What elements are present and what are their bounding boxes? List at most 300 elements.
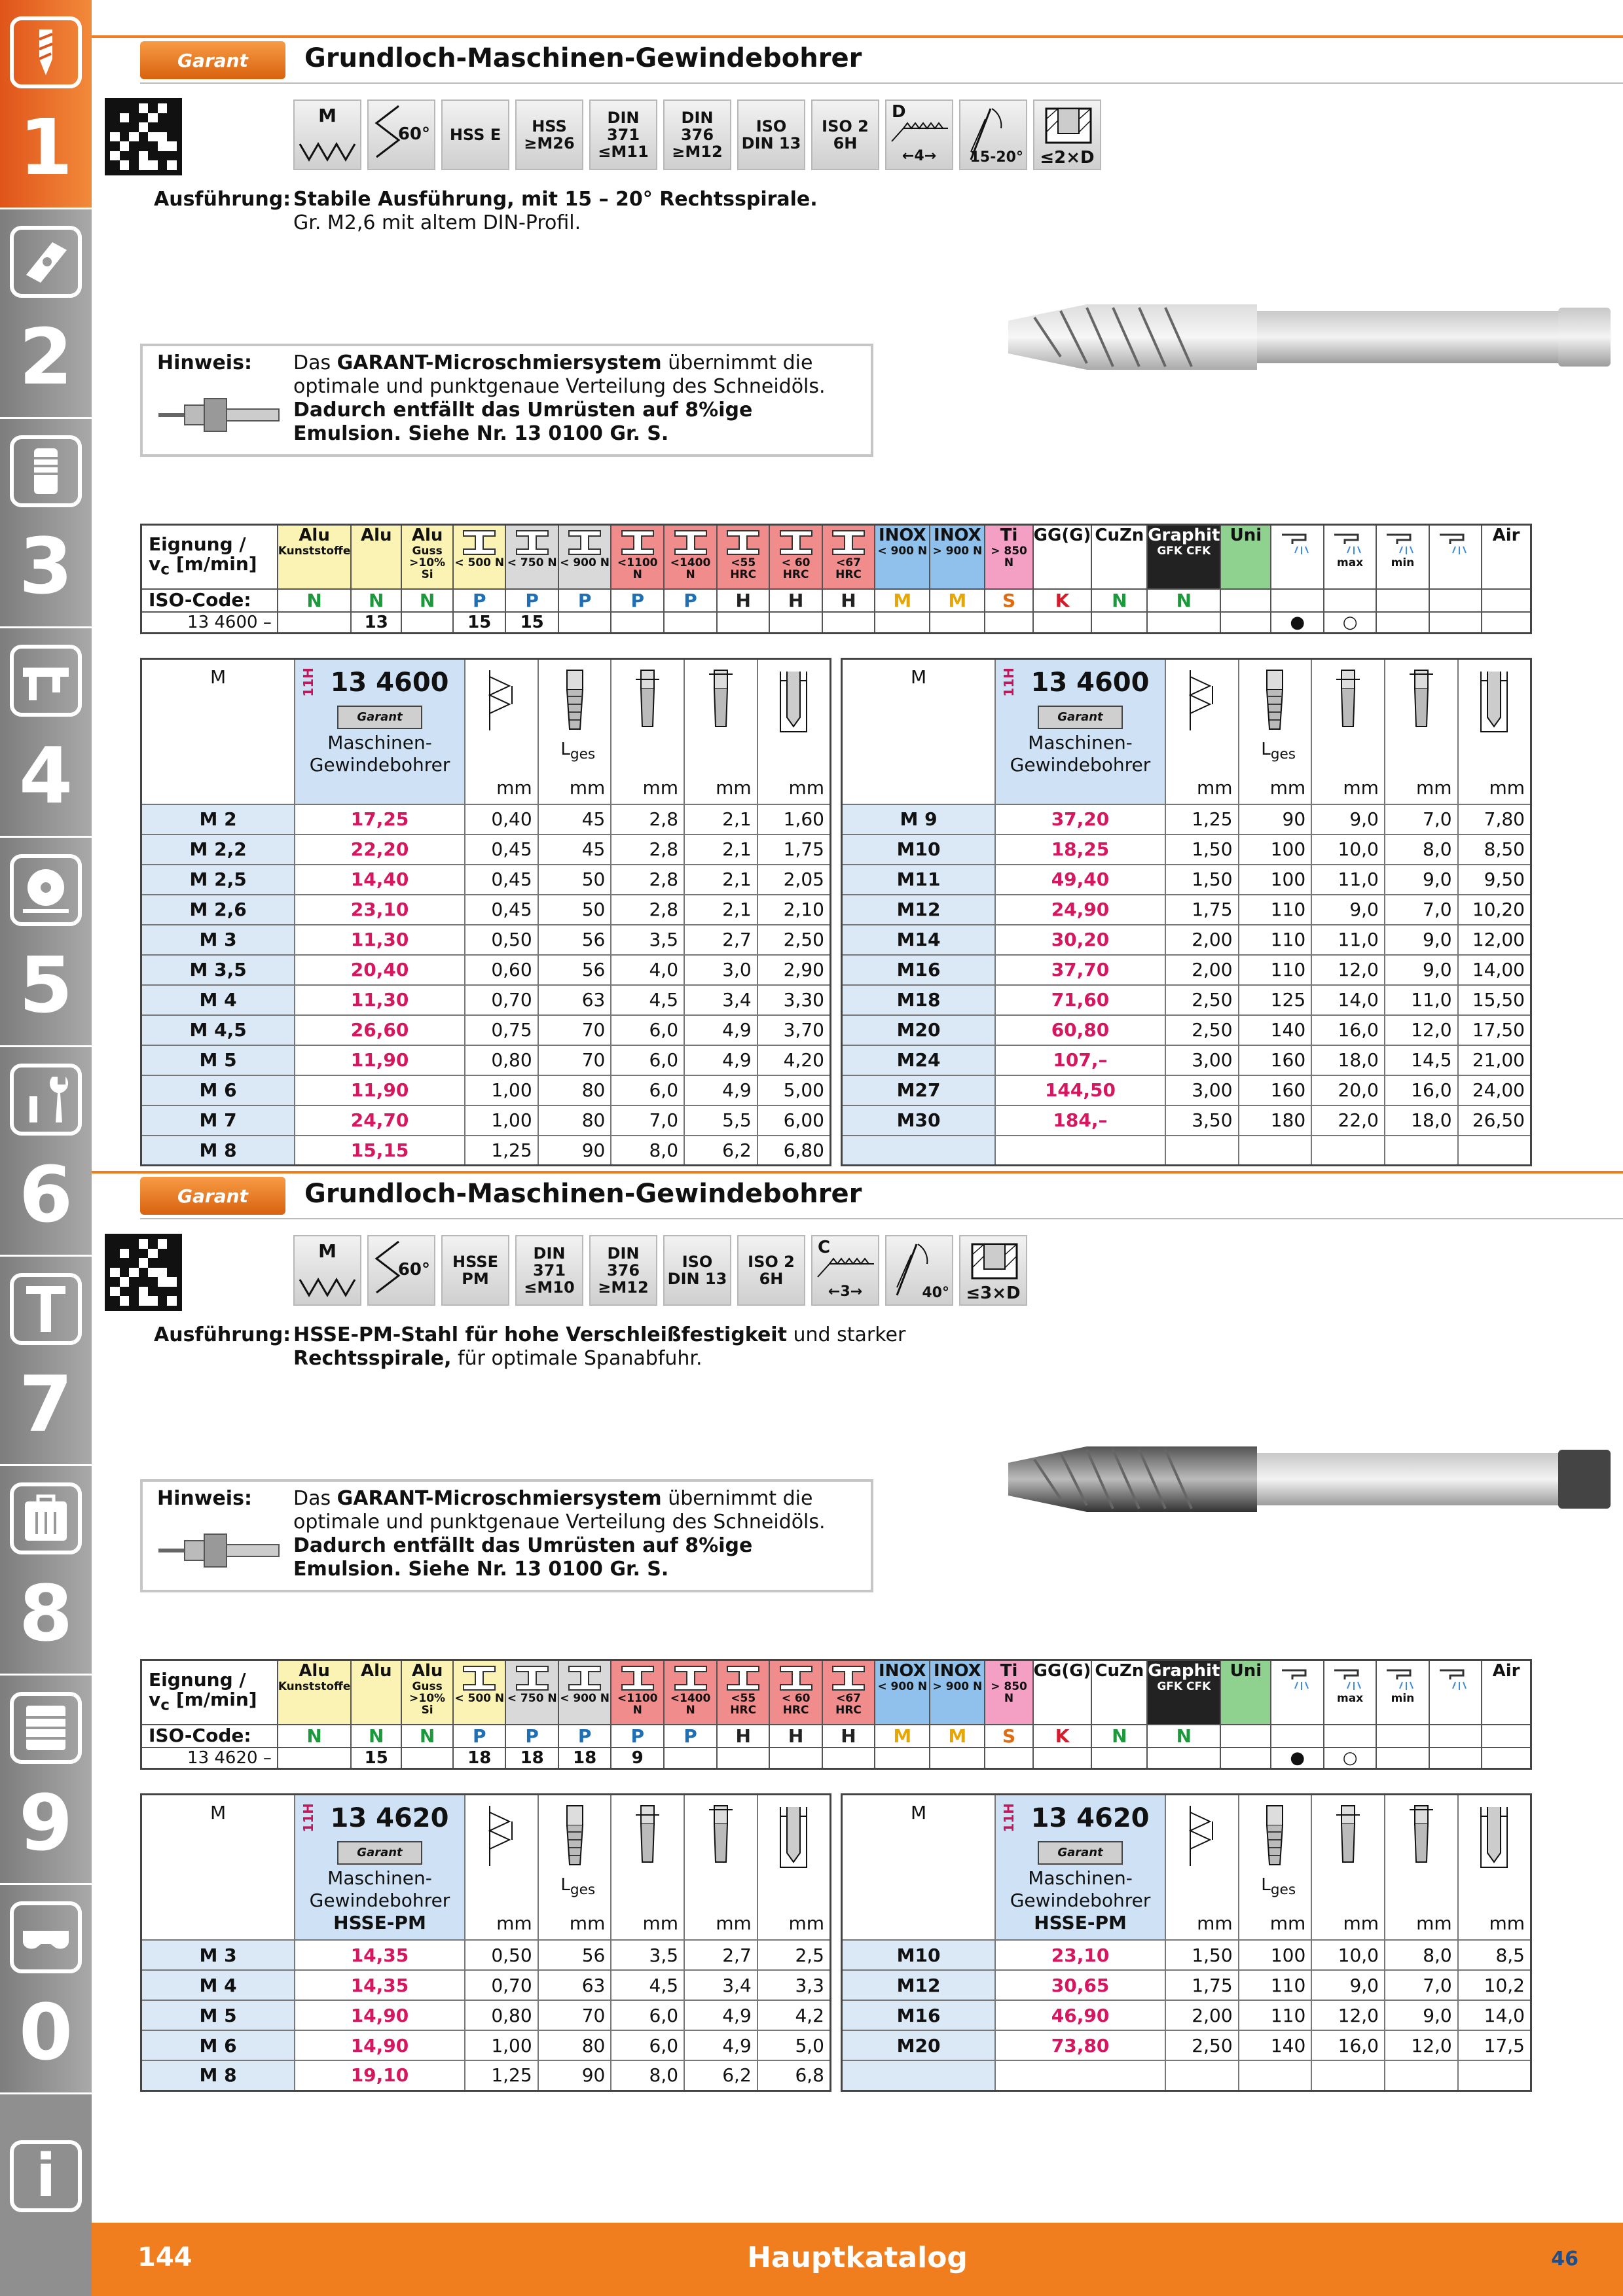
dimension-value: 4,0	[611, 955, 684, 985]
sidebar-chapter-2[interactable]	[0, 209, 92, 419]
iso-code	[1220, 589, 1271, 612]
thread-size: M 2,5	[141, 865, 295, 895]
spec-symbols	[293, 1235, 1027, 1306]
material-column-4	[505, 525, 558, 589]
table-row	[842, 925, 1531, 955]
dimension-value: 3,0	[684, 955, 757, 985]
material-name: Alu	[411, 1661, 443, 1681]
thread-tap-icon	[10, 435, 82, 507]
dimension-value: 0,75	[465, 1015, 538, 1045]
material-strength: <67 HRC	[835, 556, 862, 581]
dimension-value: 6,8	[757, 2060, 831, 2090]
dimension-value: 2,1	[684, 895, 757, 925]
material-name: Graphit	[1148, 526, 1220, 545]
overall-length-icon	[562, 1803, 588, 1875]
iso-code: H	[822, 589, 875, 612]
iso-code	[1429, 1725, 1482, 1748]
microlubrication-nozzle-icon	[157, 386, 282, 444]
dimension-value	[1239, 2060, 1312, 2090]
price[interactable]: 15,15	[295, 1136, 465, 1166]
material-strength: <1400 N	[670, 556, 711, 581]
thread-size: M12	[842, 895, 996, 925]
material-column-19	[1324, 525, 1376, 589]
price[interactable]: 24,90	[995, 895, 1165, 925]
dimension-value: 1,25	[1165, 804, 1239, 834]
iso-code: S	[985, 589, 1032, 612]
iso-code	[1376, 589, 1429, 612]
dimension-value: 14,0	[1311, 985, 1385, 1015]
dimension-table	[140, 658, 831, 1166]
price[interactable]: 73,80	[995, 2030, 1165, 2060]
steel-profile-icon	[829, 528, 868, 557]
material-name: Alu	[299, 526, 330, 545]
iso-code: K	[1033, 1725, 1092, 1748]
price[interactable]: 11,90	[295, 1045, 465, 1075]
thread-size: M10	[842, 1940, 996, 1970]
article-number: 13 4600	[330, 668, 449, 698]
dimension-value: 11,0	[1311, 865, 1385, 895]
iso-code: N	[401, 1725, 453, 1748]
thread-size-header: M	[141, 659, 295, 804]
material-column-8	[717, 1660, 769, 1725]
iso-code: P	[453, 589, 505, 612]
blind-hole-depth-icon	[1044, 106, 1093, 145]
symbol-label: 40°	[922, 1285, 949, 1301]
material-strength: Guss >10% Si	[409, 1680, 446, 1717]
price[interactable]: 20,40	[295, 955, 465, 985]
dimension-value: 110	[1239, 2000, 1312, 2030]
table-row	[842, 1940, 1531, 1970]
iso-code: P	[453, 1725, 505, 1748]
lubrication-mark	[1376, 1748, 1429, 1769]
chamfer-form-icon	[890, 119, 949, 145]
material-name: Graphit	[1148, 1661, 1220, 1681]
cutting-speed	[985, 1748, 1032, 1769]
dimension-value: 1,75	[757, 834, 831, 865]
sidebar-chapter-1[interactable]	[0, 0, 92, 209]
article-description: Maschinen-Gewindebohrer	[1010, 732, 1151, 776]
material-column-20	[1376, 1660, 1429, 1725]
material-column-14	[1033, 525, 1092, 589]
price[interactable]: 37,70	[995, 955, 1165, 985]
price[interactable]: 11,30	[295, 925, 465, 955]
lubrication-mark	[1429, 1748, 1482, 1769]
dimension-value: 125	[1239, 985, 1312, 1015]
price[interactable]: 14,35	[295, 1970, 465, 2000]
square-size-icon	[708, 1803, 734, 1875]
material-name: GG(G)	[1033, 526, 1091, 545]
dimension-value: 1,25	[465, 2060, 538, 2090]
cutting-speed	[278, 1748, 352, 1769]
eignung-table	[140, 1659, 1532, 1770]
dimension-value: 3,00	[1165, 1075, 1239, 1105]
material-column-3	[453, 525, 505, 589]
symbol-label: DIN 371 ≤M10	[524, 1244, 575, 1297]
dimension-value: 2,7	[684, 1940, 757, 1970]
iso-code: P	[505, 589, 558, 612]
iso-code: M	[875, 589, 930, 612]
sidebar-chapter-0[interactable]	[0, 1885, 92, 2094]
dimension-value: 100	[1239, 834, 1312, 865]
thread-size: M27	[842, 1075, 996, 1105]
material-column-14	[1033, 1660, 1092, 1725]
dimension-value: 3,3	[757, 1970, 831, 2000]
spec-symbol	[959, 1235, 1027, 1306]
spec-symbol	[367, 1235, 435, 1306]
dimension-value: 21,00	[1458, 1045, 1531, 1075]
dimension-value: 1,00	[465, 2030, 538, 2060]
sidebar-chapter-7[interactable]	[0, 1257, 92, 1466]
dimension-value: 2,8	[611, 834, 684, 865]
dimension-value: 9,0	[1385, 2000, 1458, 2030]
dimension-value: 4,9	[684, 2000, 757, 2030]
steel-profile-icon	[723, 528, 763, 557]
ausfuehrung-detail: und starker	[786, 1323, 906, 1346]
material-column-2	[401, 1660, 453, 1725]
dimension-value: 2,1	[684, 804, 757, 834]
price[interactable]: 71,60	[995, 985, 1165, 1015]
price[interactable]: 17,25	[295, 804, 465, 834]
material-column-16	[1147, 525, 1220, 589]
dimension-value: 1,75	[1165, 1970, 1239, 2000]
dimension-value: 70	[538, 1015, 611, 1045]
thread-size-header: M	[842, 659, 996, 804]
dimension-header	[538, 659, 611, 804]
price[interactable]: 23,10	[295, 895, 465, 925]
dimension-value: 1,25	[465, 1136, 538, 1166]
dimension-value: 14,5	[1385, 1045, 1458, 1075]
dimension-value	[1165, 2060, 1239, 2090]
unit-label: mm	[716, 1912, 752, 1934]
material-name: INOX	[934, 526, 981, 545]
lges-label: $L_{ges}$	[1261, 740, 1296, 763]
eignung-label: Eignung / $v_c$ [m/min]	[141, 525, 278, 589]
dimension-value: 80	[538, 1105, 611, 1136]
price[interactable]: 144,50	[995, 1075, 1165, 1105]
coolant-icon	[1278, 528, 1317, 557]
material-name: Alu	[360, 526, 392, 545]
eignung-label: Eignung / $v_c$ [m/min]	[141, 1660, 278, 1725]
pitch-icon	[1186, 668, 1218, 733]
qr-code-icon[interactable]	[105, 98, 182, 175]
material-strength: Kunststoffe	[278, 545, 351, 558]
tap-product-image	[995, 281, 1623, 393]
qr-code-icon[interactable]	[105, 1234, 182, 1311]
dimension-value: 3,50	[1165, 1105, 1239, 1136]
table-row	[842, 1015, 1531, 1045]
garant-logo: Garant	[1038, 706, 1123, 729]
material-strength: <1400 N	[670, 1692, 711, 1717]
price[interactable]: 26,60	[295, 1015, 465, 1045]
unit-label: mm	[716, 776, 752, 798]
dimension-header	[465, 1795, 538, 1941]
dimension-value: 80	[538, 2030, 611, 2060]
dimension-value: 0,80	[465, 1045, 538, 1075]
dimension-header	[1385, 1795, 1458, 1941]
cutting-speed	[717, 612, 769, 634]
empty-cell	[1482, 1748, 1531, 1769]
steel-profile-icon	[829, 1664, 868, 1693]
material-strength: < 500 N	[454, 1692, 505, 1705]
thread-size: M 4	[141, 985, 295, 1015]
chapter-number: 5	[18, 940, 73, 1030]
title-rule	[140, 1218, 1623, 1219]
dimension-value: 3,4	[684, 1970, 757, 2000]
price[interactable]: 60,80	[995, 1015, 1165, 1045]
dimension-value: 2,8	[611, 895, 684, 925]
table-row	[842, 865, 1531, 895]
grinding-wheel-icon	[10, 854, 82, 926]
sidebar-chapter-5[interactable]	[0, 838, 92, 1047]
dimension-value: 14,0	[1458, 2000, 1531, 2030]
overall-length-icon	[1262, 1803, 1288, 1875]
safety-glasses-icon	[10, 1901, 82, 1973]
iso-code: H	[769, 1725, 822, 1748]
iso-code: N	[351, 589, 401, 612]
dimension-value: 6,00	[757, 1105, 831, 1136]
unit-label: mm	[642, 1912, 679, 1934]
wrench-icon	[10, 1064, 82, 1136]
dimension-value: 15,50	[1458, 985, 1531, 1015]
garant-logo: Garant	[337, 706, 422, 729]
coolant-icon	[1330, 528, 1370, 557]
thread-size: M 2,2	[141, 834, 295, 865]
iso-code: P	[558, 589, 611, 612]
dimension-value: 11,0	[1385, 985, 1458, 1015]
spec-symbol	[1033, 99, 1101, 170]
spec-symbol	[589, 99, 657, 170]
dimension-value: 0,60	[465, 955, 538, 985]
chapter-number: 7	[18, 1359, 73, 1449]
dimension-value: 20,0	[1311, 1075, 1385, 1105]
pitch-icon	[486, 1803, 517, 1869]
sidebar-chapter-8[interactable]	[0, 1466, 92, 1676]
sidebar-chapter-3[interactable]	[0, 419, 92, 628]
symbol-label: DIN 376 ≥M12	[598, 1244, 649, 1297]
table-row	[141, 1105, 831, 1136]
price[interactable]: 14,90	[295, 2000, 465, 2030]
material-column-10	[822, 1660, 875, 1725]
price[interactable]: 184,–	[995, 1105, 1165, 1136]
thread-size: M14	[842, 925, 996, 955]
dimension-value: 5,00	[757, 1075, 831, 1105]
dimension-value: 17,50	[1458, 1015, 1531, 1045]
material-column-0	[278, 1660, 352, 1725]
price[interactable]: 14,90	[295, 2030, 465, 2060]
dimension-value: 26,50	[1458, 1105, 1531, 1136]
cutting-speed: 18	[505, 1748, 558, 1769]
iso-code: H	[717, 589, 769, 612]
price[interactable]: 11,90	[295, 1075, 465, 1105]
table-row	[141, 895, 831, 925]
unit-label: mm	[1343, 1912, 1379, 1934]
ausfuehrung-text	[293, 188, 948, 235]
coolant-icon	[1436, 528, 1475, 557]
price[interactable]: 107,–	[995, 1045, 1165, 1075]
dimension-header	[1311, 659, 1385, 804]
lubrication-mark	[1376, 612, 1429, 634]
ausfuehrung-label: Ausführung:	[154, 188, 291, 211]
cutting-speed	[930, 612, 985, 634]
thread-size-header: M	[141, 1795, 295, 1941]
material-strength: GFK CFK	[1157, 545, 1211, 558]
dimension-value: 11,0	[1311, 925, 1385, 955]
spec-symbol	[959, 99, 1027, 170]
article-row-label: 13 4620 –	[141, 1748, 278, 1769]
core-drill-diameter-icon	[1478, 668, 1510, 740]
table-row	[141, 2000, 831, 2030]
thread-size: M24	[842, 1045, 996, 1075]
dimension-value: 10,0	[1311, 1940, 1385, 1970]
iso-code: N	[278, 1725, 352, 1748]
iso-code	[1482, 589, 1531, 612]
cutting-speed	[1147, 1748, 1220, 1769]
material-strength: <67 HRC	[835, 1692, 862, 1717]
material-strength: > 900 N	[932, 1680, 983, 1693]
insert-icon	[10, 226, 82, 298]
thread-size: M 6	[141, 1075, 295, 1105]
spec-symbol	[737, 99, 805, 170]
chapter-sidebar	[0, 0, 92, 2296]
cutting-speed	[664, 1748, 717, 1769]
iso-code: M	[875, 1725, 930, 1748]
ausfuehrung-bold: Stabile Ausführung, mit 15 – 20° Rechtsspirale.	[293, 188, 818, 211]
article-material: HSSE-PM	[333, 1912, 426, 1933]
table-row	[842, 2030, 1531, 2060]
sidebar-chapter-4[interactable]	[0, 628, 92, 838]
thread-size: M12	[842, 1970, 996, 2000]
table-row	[141, 834, 831, 865]
dimension-header	[684, 1795, 757, 1941]
dimension-value: 2,50	[757, 925, 831, 955]
hinweis-box	[140, 344, 873, 457]
dimension-value: 16,0	[1311, 2030, 1385, 2060]
price[interactable]: 11,30	[295, 985, 465, 1015]
price[interactable]: 46,90	[995, 2000, 1165, 2030]
spec-symbol	[515, 99, 583, 170]
dimension-header	[1165, 659, 1239, 804]
cutting-speed: 18	[453, 1748, 505, 1769]
material-strength: <1100 N	[617, 556, 658, 581]
dimension-value: 9,0	[1385, 955, 1458, 985]
price[interactable]: 22,20	[295, 834, 465, 865]
dimension-value	[1458, 2060, 1531, 2090]
article-material: HSSE-PM	[1034, 1912, 1127, 1933]
price[interactable]: 19,10	[295, 2060, 465, 2090]
iso-code: N	[351, 1725, 401, 1748]
cutting-speed: 15	[505, 612, 558, 634]
lges-label: $L_{ges}$	[560, 1875, 596, 1899]
price[interactable]: 14,35	[295, 1940, 465, 1970]
dimension-table	[841, 1793, 1532, 2092]
steel-profile-icon	[460, 528, 499, 557]
dimension-value: 0,45	[465, 865, 538, 895]
material-strength: > 900 N	[932, 545, 983, 558]
dimension-value: 0,80	[465, 2000, 538, 2030]
dimension-value: 2,90	[757, 955, 831, 985]
dimension-value: 1,50	[1165, 1940, 1239, 1970]
material-column-18	[1271, 1660, 1323, 1725]
dimension-value: 90	[1239, 804, 1312, 834]
table-row	[141, 955, 831, 985]
price[interactable]: 18,25	[995, 834, 1165, 865]
price[interactable]: 14,40	[295, 865, 465, 895]
cutting-speed	[558, 612, 611, 634]
material-column-5	[558, 1660, 611, 1725]
material-strength: max	[1336, 1692, 1364, 1705]
chapter-number: 1	[18, 102, 73, 192]
material-strength: <55 HRC	[730, 556, 757, 581]
table-row	[141, 2060, 831, 2090]
thread-size: M 6	[141, 2030, 295, 2060]
unit-label: mm	[1489, 1912, 1525, 1934]
material-name: Alu	[411, 526, 443, 545]
dimension-value: 1,75	[1165, 895, 1239, 925]
price[interactable]: 30,20	[995, 925, 1165, 955]
dimension-value: 4,5	[611, 985, 684, 1015]
thread-size: M 5	[141, 2000, 295, 2030]
sidebar-chapter-6[interactable]	[0, 1047, 92, 1257]
iso-code: K	[1033, 589, 1092, 612]
hinweis-label: Hinweis:	[157, 351, 252, 374]
material-name: INOX	[878, 1661, 926, 1681]
price[interactable]: 24,70	[295, 1105, 465, 1136]
material-column-17	[1220, 525, 1271, 589]
title-rule	[140, 82, 1623, 84]
hinweis-text: Das GARANT-Microschmiersystem übernimmt die optimale und punktgenaue Verteilung des Schneidöls. Dadurch entfällt das Umrüsten auf 8%ige Emulsion. Siehe Nr. 13 0100 Gr. S.	[293, 1487, 826, 1581]
dimension-value	[1311, 2060, 1385, 2090]
material-column-0	[278, 525, 352, 589]
dimension-value: 6,0	[611, 1045, 684, 1075]
table-row	[141, 865, 831, 895]
unit-label: mm	[642, 776, 679, 798]
table-row	[141, 2030, 831, 2060]
cabinet-icon	[10, 1692, 82, 1764]
dimension-value: 2,00	[1165, 2000, 1239, 2030]
material-strength: < 750 N	[507, 1692, 557, 1705]
lubrication-mark: ●	[1271, 612, 1323, 634]
cutting-speed	[1033, 1748, 1092, 1769]
material-column-22	[1482, 525, 1531, 589]
dimension-value: 6,2	[684, 2060, 757, 2090]
tolerance-class: 11H	[301, 668, 317, 697]
price[interactable]: 49,40	[995, 865, 1165, 895]
price[interactable]: 37,20	[995, 804, 1165, 834]
material-strength: < 500 N	[454, 556, 505, 569]
material-strength: Kunststoffe	[278, 1680, 351, 1693]
price[interactable]: 30,65	[995, 1970, 1165, 2000]
material-strength: < 900 N	[560, 556, 610, 569]
price[interactable]: 23,10	[995, 1940, 1165, 1970]
dimension-value: 6,2	[684, 1136, 757, 1166]
lges-label: $L_{ges}$	[560, 740, 596, 763]
unit-label: mm	[788, 1912, 824, 1934]
dimension-value: 2,50	[1165, 985, 1239, 1015]
sidebar-chapter-9[interactable]	[0, 1676, 92, 1885]
cutting-speed	[401, 1748, 453, 1769]
dimension-header	[1385, 659, 1458, 804]
table-row	[141, 1940, 831, 1970]
iso-code: H	[717, 1725, 769, 1748]
info-icon[interactable]: i	[10, 2140, 82, 2212]
iso-code	[1482, 1725, 1531, 1748]
dimension-value: 12,00	[1458, 925, 1531, 955]
dimension-table	[841, 658, 1532, 1166]
iso-code: P	[664, 589, 717, 612]
spec-symbol	[515, 1235, 583, 1306]
material-column-21	[1429, 1660, 1482, 1725]
price[interactable]	[995, 2060, 1165, 2090]
